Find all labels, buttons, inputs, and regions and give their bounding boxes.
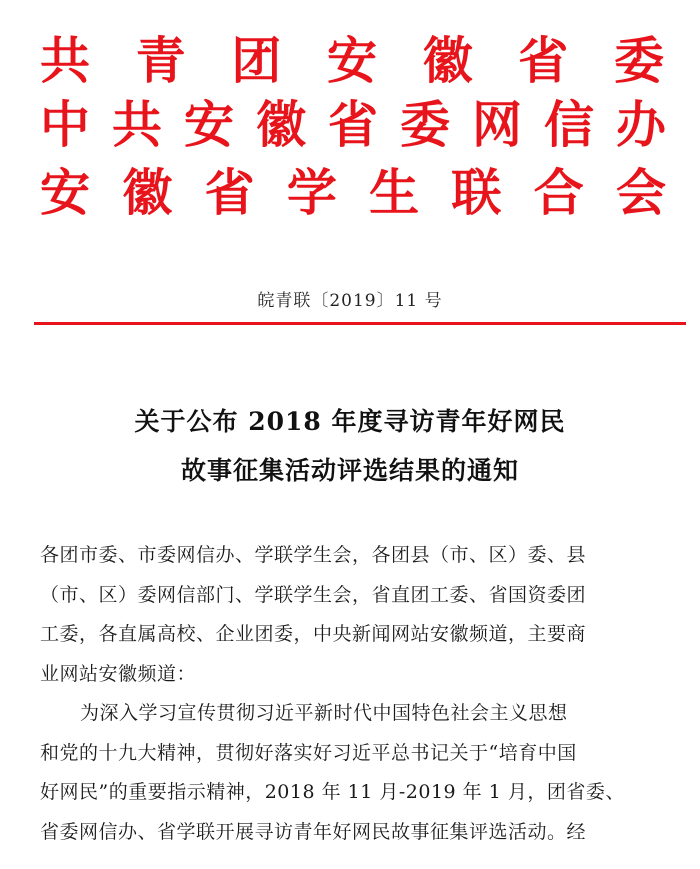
issuer-char: 徽 [256, 96, 306, 154]
text-line: 工委，各直属高校、企业团委，中央新闻网站安徽频道，主要商 [40, 623, 587, 645]
notice-title-line-1: 关于公布 2018 年度寻访青年好网民 [134, 407, 566, 436]
issuer-char: 共 [112, 96, 162, 154]
text-line: 和党的十九大精神，贯彻好落实好习近平总书记关于“培育中国 [40, 741, 577, 764]
issuer-char: 省 [328, 96, 378, 154]
red-divider-line [34, 322, 686, 325]
issuer-char: 省 [204, 164, 255, 222]
issuer-char: 青 [135, 32, 186, 90]
issuer-char: 安 [40, 164, 90, 222]
issuer-char: 共 [40, 32, 90, 90]
text-line: 好网民”的重要指示精神，2018 年 11 月-2019 年 1 月，团省委、 [40, 781, 625, 803]
issuer-char: 徽 [422, 32, 473, 90]
text-line: 业网站安徽频道： [40, 662, 197, 685]
issuer-line-1 [0, 28, 700, 94]
issuer-char: 安 [326, 32, 377, 90]
issuer-char: 安 [184, 96, 234, 154]
issuer-line-3 [0, 160, 700, 226]
issuer-char: 办 [616, 96, 666, 154]
issuer-char: 团 [231, 32, 282, 90]
issuer-char: 徽 [122, 164, 173, 222]
issuer-char: 合 [533, 164, 584, 222]
issuer-char: 委 [613, 32, 664, 90]
issuer-char: 联 [451, 164, 502, 222]
issuer-char: 信 [544, 96, 594, 154]
text-line: 省委网信办、省学联开展寻访青年好网民故事征集评选活动。经 [40, 820, 587, 843]
text-line: 各团市委、市委网信办、学联学生会，各团县（市、区）委、县 [40, 544, 587, 566]
issuer-line-2 [0, 92, 700, 158]
issuer-char: 中 [40, 96, 90, 154]
document-number: 皖青联〔2019〕11 号 [257, 291, 443, 311]
issuer-char: 学 [286, 164, 337, 222]
notice-title-line-2: 故事征集活动评选结果的通知 [180, 456, 519, 485]
notice-body [40, 536, 670, 852]
issuer-char: 会 [615, 164, 666, 222]
issuer-char: 委 [400, 96, 450, 154]
text-line: （市、区）委网信部门、学联学生会，省直团工委、省国资委团 [40, 583, 587, 606]
issuer-char: 生 [369, 164, 420, 222]
issuer-char: 省 [518, 32, 569, 90]
text-line: 为深入学习宣传贯彻习近平新时代中国特色社会主义思想 [80, 702, 568, 724]
recipients-paragraph [40, 536, 670, 694]
issuer-char: 网 [472, 96, 522, 154]
main-paragraph [40, 694, 670, 852]
